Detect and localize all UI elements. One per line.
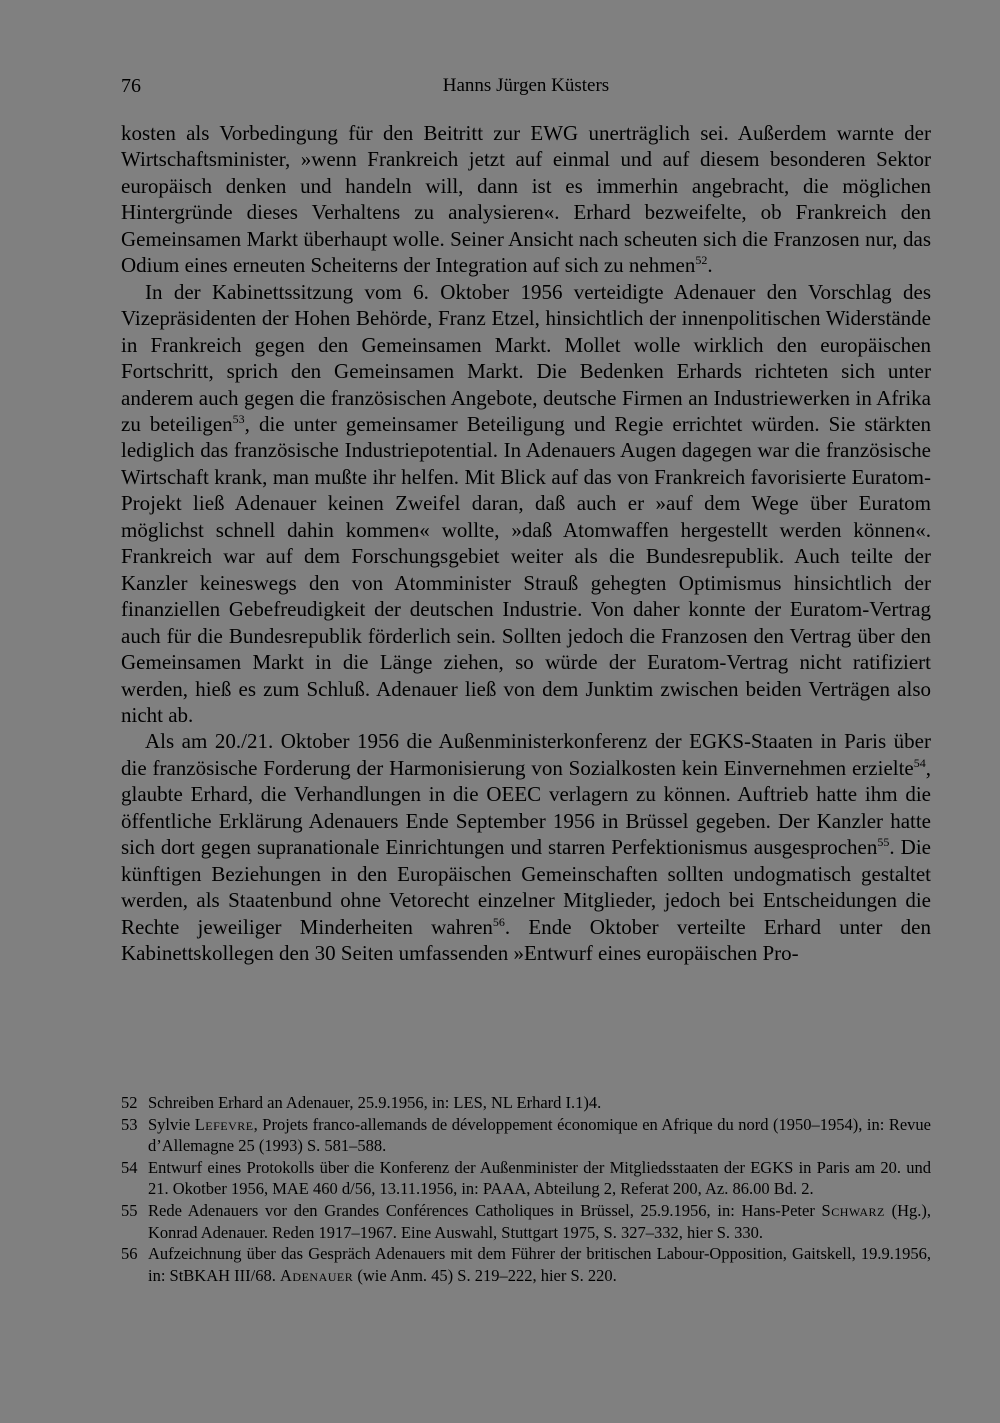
- footnote-54: [121, 1157, 931, 1200]
- paragraph-3-text-d: . Ende Oktober verteilte Erhard unter den Kabinettskollegen den 30 Seiten umfassenden »Entwurf eines europäischen Pro-: [121, 914, 931, 966]
- footnote-number: 53: [121, 1114, 138, 1134]
- footnote-text: Schreiben Erhard an Adenauer, 25.9.1956, in: LES, NL Erhard I.1)4.: [148, 1093, 602, 1112]
- running-head: Hanns Jürgen Küsters: [442, 75, 610, 96]
- footnote-author: Schwarz: [821, 1200, 885, 1220]
- footnote-text: [148, 1200, 931, 1243]
- footnote-ref-52[interactable]: 52: [695, 253, 708, 268]
- footnote-ref-55[interactable]: 55: [877, 835, 890, 850]
- footnote-text: [148, 1243, 931, 1286]
- paragraph-3-text-a: Als am 20./21. Oktober 1956 die Außenministerkonferenz der EGKS-Staaten in Paris über die französische Forderung der Harmonisierung von Sozialkosten kein Einvernehmen erzielte: [121, 729, 931, 780]
- paragraph-2-text-a: In der Kabinettssitzung vom 6. Oktober 1956 verteidigte Adenauer den Vorschlag des Vizepräsidenten der Hohen Behörde, Franz Etzel, hinsichtlich der innenpolitischen Widerstände in Frankreich gegen den Gemeinsamen Markt. Mollet wolle wirklich den europäischen Fortschritt, sprich den Gemeinsamen Markt. Die Bedenken Erhards richteten sich unter anderem auch gegen die französischen Angebote, deutsche Firmen an Industriewerken in Afrika zu beteiligen: [121, 279, 931, 436]
- paragraph-1-text: kosten als Vorbedingung für den Beitritt zur EWG unerträglich sei. Außerdem warnte der Wirtschaftsminister, »wenn Frankreich jetzt auf einmal und auf diesem besonderen Sektor europäisch denken und handeln will, dann ist es immerhin angebracht, die möglichen Hintergründe dieses Verhaltens zu analysieren«. Erhard bezweifelte, ob Frankreich den Gemeinsamen Markt überhaupt wolle. Seiner Ansicht nach scheuten sich die Franzosen nur, das Odium eines erneuten Scheiterns der Integration auf sich zu nehmen: [121, 121, 931, 278]
- footnote-53: [121, 1114, 931, 1157]
- footnote-text-post: (wie Anm. 45) S. 219–222, hier S. 220.: [353, 1265, 617, 1285]
- footnote-56: [121, 1243, 931, 1286]
- footnote-number: 56: [121, 1244, 138, 1264]
- footnote-text-pre: Aufzeichnung über das Gespräch Adenauers mit dem Führer der britischen Labour-Opposition, Gaitskell, 19.9.1956, in: StBKAH III/68.: [148, 1244, 931, 1285]
- footnote-text-pre: Rede Adenauers vor den Grandes Conférences Catholiques in Brüssel, 25.9.1956, in: Hans-Peter: [148, 1200, 822, 1220]
- footnote-55: [121, 1200, 931, 1243]
- paragraph-3: [121, 728, 931, 966]
- paragraph-3-text-b: , glaubte Erhard, die Verhandlungen in die OEEC verlagern zu können. Auftrieb hatte ihm die öffentliche Erklärung Adenauers Ende September 1956 in Brüssel gegeben. Der Kanzler hatte sich dort gegen supranationale Einrichtungen und starren Perfektionismus ausgesprochen: [121, 755, 931, 860]
- paragraph-1-end: .: [707, 253, 713, 278]
- page-number: 76: [121, 75, 141, 97]
- footnote-text-pre: Sylvie: [148, 1114, 195, 1134]
- footnote-author: Adenauer: [280, 1265, 354, 1285]
- footnote-number: 54: [121, 1157, 138, 1177]
- footnotes: [121, 1092, 931, 1286]
- paragraph-3-text-c: . Die künftigen Beziehungen in den Europäischen Gemeinschaften sollten undogmatisch gestaltet werden, als Staatenbund ohne Vetorecht einzelner Mitglieder, jedoch bei Entscheidungen die Rechte jeweiliger Minderheiten wahren: [121, 835, 931, 939]
- paragraph-1: [121, 120, 931, 279]
- footnote-text: Entwurf eines Protokolls über die Konferenz der Außenminister der Mitgliedsstaaten der EGKS in Paris am 20. und 21. Okotber 1956, MAE 460 d/56, 13.11.1956, in: PAAA, Abteilung 2, Referat 200, Az. 86.00 Bd. 2.: [148, 1157, 931, 1199]
- footnote-text-post: , Projets franco-allemands de développement économique en Afrique du nord (1950–1954), in: Revue d’Allemagne 25 (1993) S. 581–588.: [148, 1114, 932, 1156]
- body-text: [121, 120, 931, 967]
- footnote-text-post: (Hg.), Konrad Adenauer. Reden 1917–1967. Eine Auswahl, Stuttgart 1975, S. 327–332, hier S. 330.: [148, 1200, 932, 1242]
- paragraph-2-text-b: , die unter gemeinsamer Beteiligung und Regie errichtet würden. Sie stärkten lediglich das französische Industriepotential. In Adenauers Augen dagegen war die französische Wirtschaft krank, man mußte ihr helfen. Mit Blick auf das von Frankreich favorisierte Euratom-Projekt ließ Adenauer keinen Zweifel daran, daß auch er »auf dem Wege über Euratom möglichst schnell dahin kommen« wollte, »daß Atomwaffen hergestellt werden können«. Frankreich war auf dem Forschungsgebiet weiter als die Bundesrepublik. Auch teilte der Kanzler keineswegs den von Atomminister Strauß gehegten Optimismus hinsichtlich der finanziellen Gebefreudigkeit der deutschen Industrie. Von daher konnte der Euratom-Vertrag auch für die Bundesrepublik förderlich sein. Sollten jedoch die Franzosen den Vertrag über den Gemeinsamen Markt in die Länge ziehen, so würde der Euratom-Vertrag nicht ratifiziert werden, hieß es zum Schluß. Adenauer ließ von dem Junktim zwischen beiden Verträgen also nicht ab.: [121, 411, 932, 727]
- footnote-ref-54[interactable]: 54: [913, 755, 926, 770]
- footnote-author: Lefevre: [194, 1114, 254, 1134]
- footnote-text: [148, 1114, 931, 1157]
- footnote-ref-53[interactable]: 53: [232, 411, 245, 426]
- footnote-number: 52: [121, 1093, 138, 1112]
- footnote-ref-56[interactable]: 56: [492, 914, 505, 929]
- paragraph-2: [121, 279, 931, 729]
- footnote-52: [121, 1092, 931, 1114]
- footnote-number: 55: [121, 1200, 138, 1220]
